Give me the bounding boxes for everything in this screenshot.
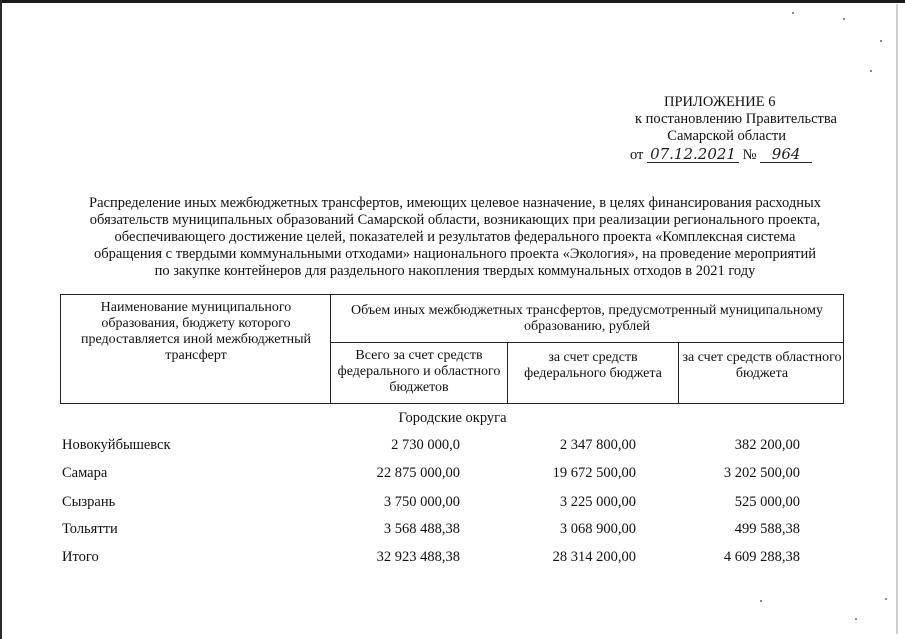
row-total: 32 923 488,38 <box>376 549 460 565</box>
appendix-number: ПРИЛОЖЕНИЕ 6 <box>664 94 776 110</box>
header-municipality: Наименование муниципального образования, бюджету которого предоставляется иной межбюджетный трансферт <box>81 300 311 363</box>
handwritten-number: 964 <box>760 146 812 163</box>
row-federal: 19 672 500,00 <box>552 465 636 481</box>
row-municipality: Новокуйбышевск <box>62 437 171 453</box>
title-line: обязательств муниципальных образований Самарской области, возникающих при реализации регионального проекта, <box>89 212 821 228</box>
from-label: от <box>630 147 644 163</box>
header-total: Всего за счет средств федерального и областного бюджетов <box>337 348 501 395</box>
table-row <box>0 434 905 456</box>
document-title <box>40 195 870 280</box>
scan-speck <box>843 18 845 20</box>
row-total: 3 568 488,38 <box>383 521 460 537</box>
row-total: 22 875 000,00 <box>376 465 460 481</box>
appendix-decree-line: к постановлению Правительства <box>635 111 837 127</box>
scan-edge-left <box>0 0 2 639</box>
table-divider <box>330 342 844 343</box>
table-divider <box>330 295 331 403</box>
row-municipality: Самара <box>62 465 108 481</box>
header-regional: за счет средств областного бюджета <box>682 350 842 381</box>
title-line: обеспечивающего достижение целей, показателей и результатов федерального проекта «Комплексная система <box>114 229 796 245</box>
appendix-date-line <box>630 146 845 164</box>
title-line: Распределение иных межбюджетных трансфертов, имеющих целевое назначение, в целях финансирования расходных <box>89 195 821 211</box>
row-regional: 499 588,38 <box>734 521 800 537</box>
title-line: по закупке контейнеров для раздельного накопления твердых коммунальных отходов в 2021 году <box>154 263 756 279</box>
scan-speck <box>880 40 882 42</box>
row-municipality: Тольятти <box>62 521 118 537</box>
section-title: Городские округа <box>398 410 507 426</box>
table-row <box>0 491 905 513</box>
table-row <box>0 518 905 540</box>
row-total: 3 750 000,00 <box>383 494 460 510</box>
row-federal: 2 347 800,00 <box>559 437 636 453</box>
table-header <box>60 294 844 404</box>
row-federal: 3 068 900,00 <box>559 521 636 537</box>
row-municipality: Сызрань <box>62 494 116 510</box>
handwritten-date: 07.12.2021 <box>647 146 739 163</box>
header-federal: за счет средств федерального бюджета <box>524 350 662 381</box>
row-federal: 28 314 200,00 <box>552 549 636 565</box>
row-regional: 525 000,00 <box>734 494 800 510</box>
row-regional: 382 200,00 <box>734 437 800 453</box>
scan-edge-top <box>0 0 905 3</box>
row-regional: 4 609 288,38 <box>723 549 800 565</box>
table-divider <box>507 343 508 403</box>
header-volume: Объем иных межбюджетных трансфертов, предусмотренный муниципальному образованию, рублей <box>351 303 823 334</box>
title-line: обращения с твердыми коммунальными отходами» национального проекта «Экология», на проведение мероприятий <box>93 246 817 262</box>
table-row <box>0 462 905 484</box>
number-label: № <box>742 147 757 163</box>
row-regional: 3 202 500,00 <box>723 465 800 481</box>
scan-speck <box>760 600 762 602</box>
row-total: 2 730 000,0 <box>391 437 460 453</box>
row-municipality: Итого <box>62 549 99 565</box>
table-row-total <box>0 546 905 568</box>
table-divider <box>678 343 679 403</box>
appendix-region-line: Самарской области <box>667 128 786 144</box>
scan-speck <box>792 12 794 14</box>
row-federal: 3 225 000,00 <box>559 494 636 510</box>
scan-speck <box>870 70 872 72</box>
scan-speck <box>885 598 887 600</box>
scan-speck <box>855 618 857 620</box>
